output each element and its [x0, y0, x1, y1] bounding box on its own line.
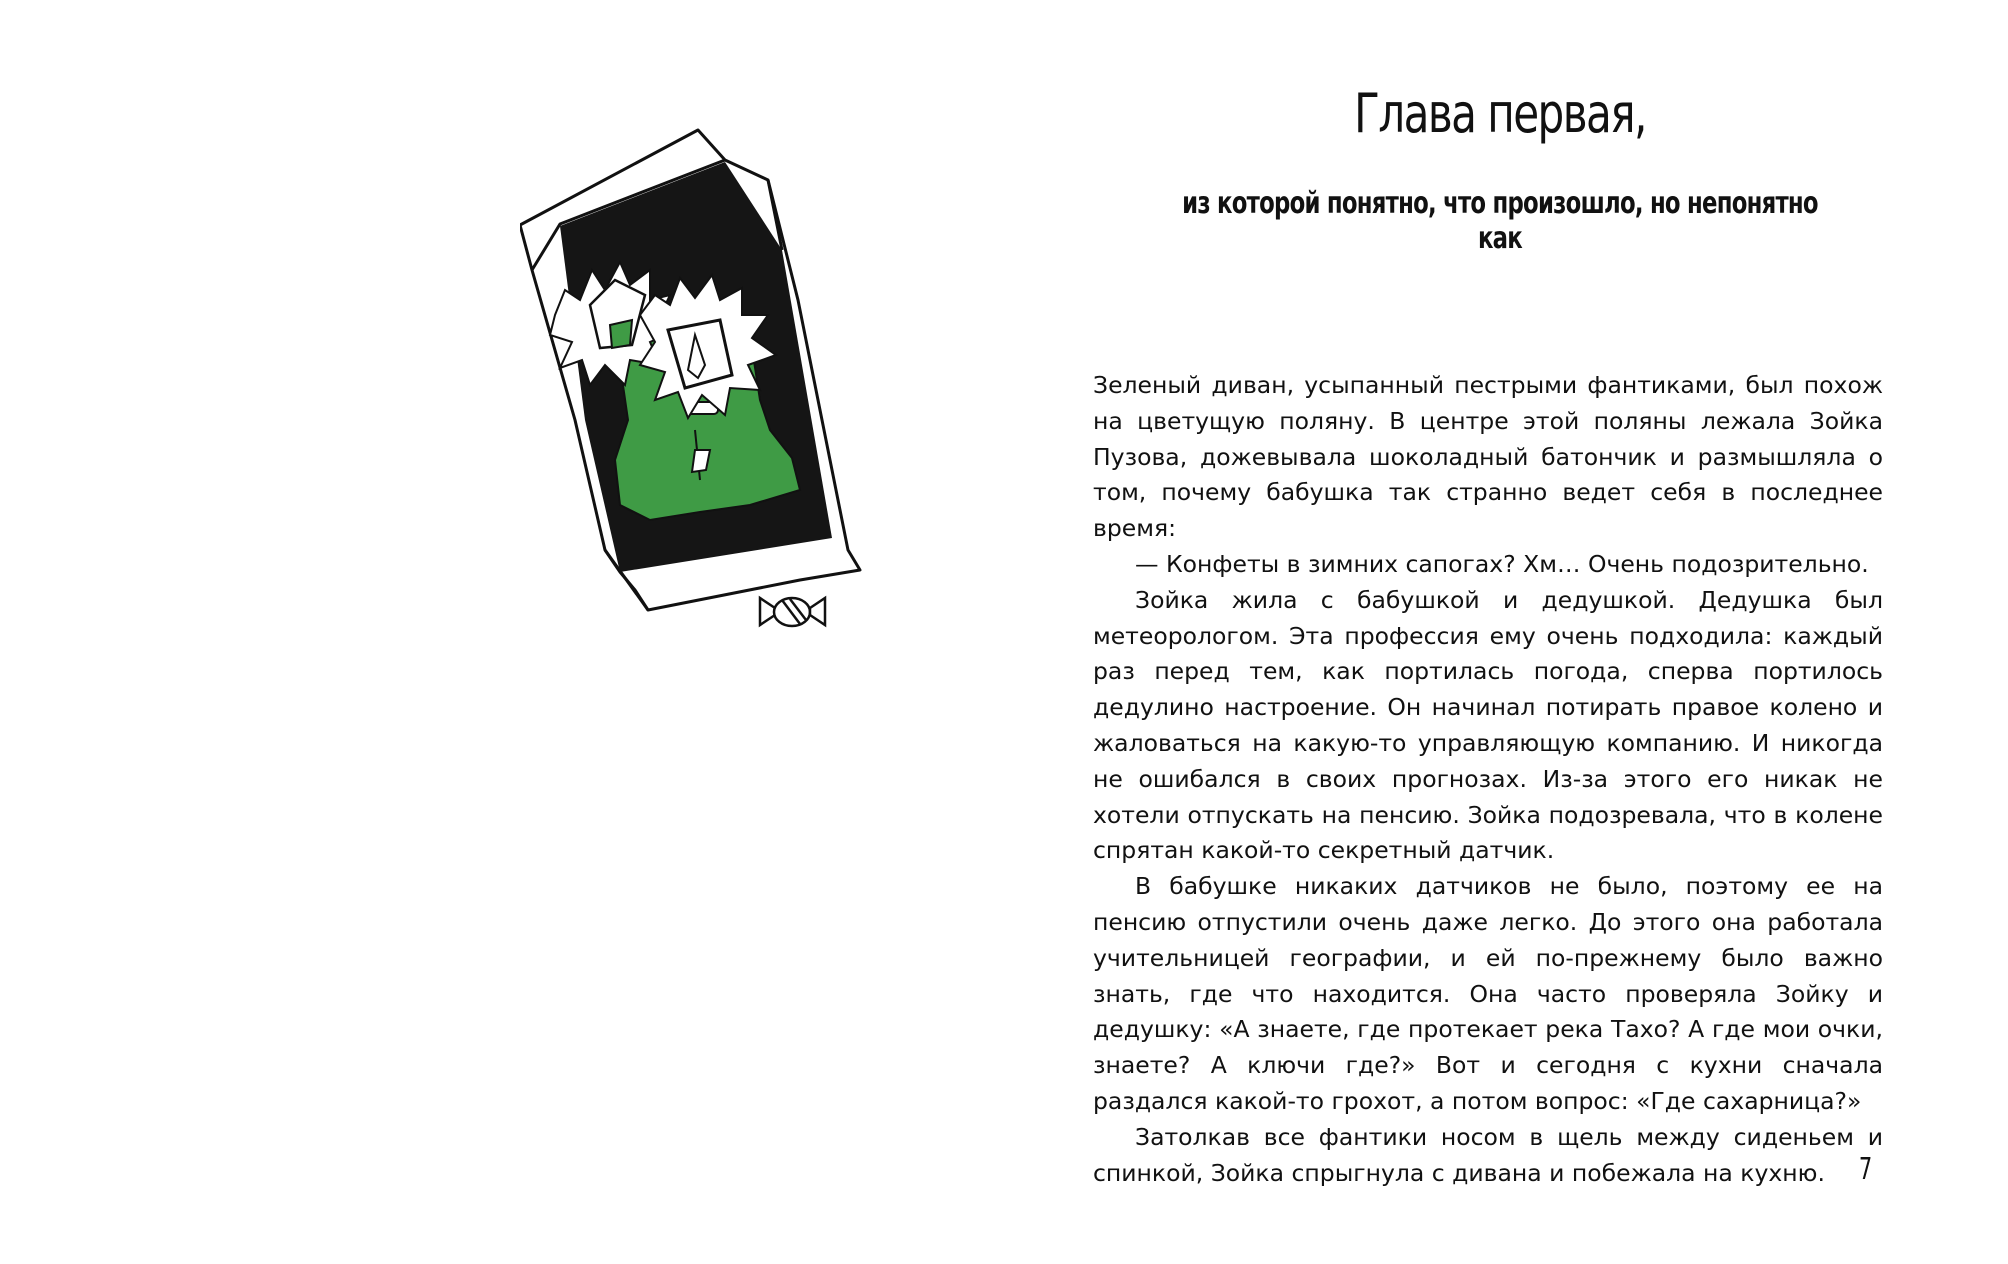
chapter-title: Глава первая, — [1354, 82, 1646, 145]
candy-icon — [760, 598, 825, 626]
paragraph: Зойка жила с бабушкой и дедушкой. Дедушка был метеорологом. Эта профессия ему очень подходила: каждый раз перед тем, как портилась погода, сперва портилось дедулино настроение. Он начинал потирать правое колено и жаловаться на какую-то управляющую компанию. И никогда не ошибался в своих прогнозах. Из-за этого его никак не хотели отпускать на пенсию. Зойка подозревала, что в колене спрятан какой-то секретный датчик. — [1093, 585, 1883, 865]
chapter-subtitle: из которой понятно, что произошло, но непонятно как — [1182, 186, 1818, 256]
body-text — [1093, 368, 1883, 1191]
paragraph: В бабушке никаких датчиков не было, поэтому ее на пенсию отпустили очень даже легко. До этого она работала учительницей географии, и ей по-прежнему было важно знать, где что находится. Она часто проверяла Зойку и дедушку: «А знаете, где протекает река Тахо? А где мои очки, знаете? А ключи где?» Вот и сегодня с кухни сначала раздался какой-то грохот, а потом вопрос: «Где сахарница?» — [1093, 872, 1883, 1115]
paragraph: Затолкав все фантики носом в щель между сиденьем и спинкой, Зойка спрыгнула с дивана и побежала на кухню. — [1093, 1122, 1883, 1187]
paragraph: Зеленый диван, усыпанный пестрыми фантиками, был похож на цветущую поляну. В центре этой поляны лежала Зойка Пузова, дожевывала шоколадный батончик и размышляла о том, почему бабушка так странно ведет себя в последнее время: — [1093, 371, 1883, 543]
page-number: 7 — [1858, 1152, 1873, 1187]
boot-in-box-illustration — [520, 120, 880, 650]
paragraph: — Конфеты в зимних сапогах? Хм… Очень подозрительно. — [1135, 549, 1869, 578]
